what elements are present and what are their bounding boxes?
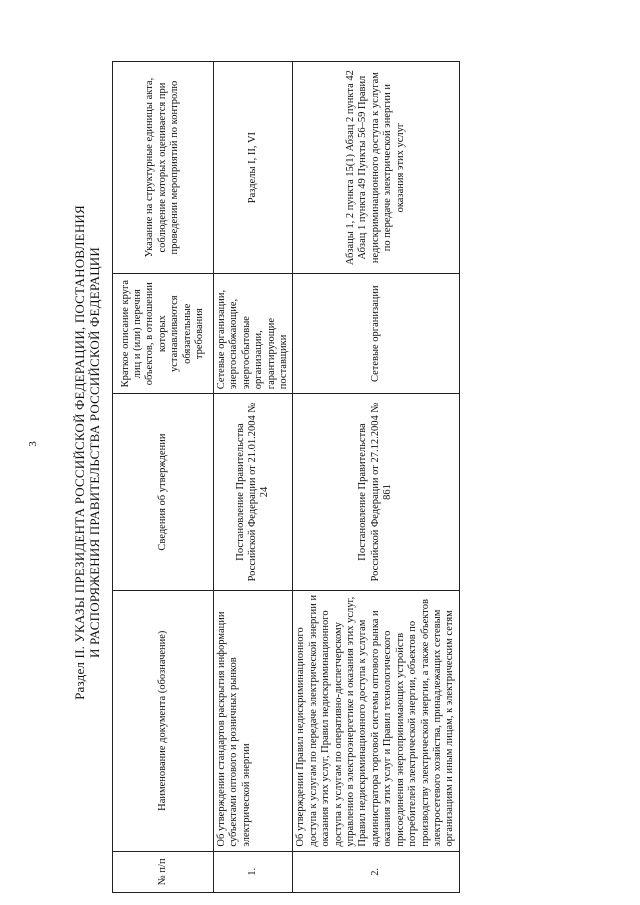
document-name: Об утверждении Правил недискриминационного доступа к услугам по передаче электрической энергии и оказания этих услуг, Правил недискриминационного доступа к услугам по оперативно-диспетчерскому управлению в электроэнергетике и оказания этих услуг, Правил недискриминационного доступа к услугам администратора торговой системы оптового рынка и оказания этих услуг и Правил технологического присоединения энергопринимающих устройств потребителей электрической энергии, объектов по производству электрической энергии, а также объектов электросетевого хозяйства, принадлежащих сетевым организациям и иным лицам, к электрическим сетям (293, 590, 459, 851)
header-num: № п/п (113, 851, 214, 892)
section-title-line-1: Раздел II. УКАЗЫ ПРЕЗИДЕНТА РОССИЙСКОЙ ФЕДЕРАЦИИ, ПОСТАНОВЛЕНИЯ (72, 205, 87, 700)
approval-info: Постановление Правительства Российской Федерации от 27.12.2004 № 861 (293, 394, 459, 591)
table-row (293, 62, 459, 893)
document-name: Об утверждении стандартов раскрытия информации субъектами оптового и розничных рынков электрической энергии (214, 590, 293, 851)
affected-persons: Сетевые организации, энергоснабжающие, энергосбытовые организации, гарантирующие поставщики (214, 274, 293, 394)
header-info: Сведения об утверждении (113, 394, 214, 591)
affected-persons: Сетевые организации (293, 274, 459, 394)
row-number: 2. (293, 851, 459, 892)
header-units: Указание на структурные единицы акта, соблюдение которых оценивается при проведении мероприятий по контролю (113, 62, 214, 274)
structural-units: Разделы I, II, VI (214, 62, 293, 274)
requirements-table (112, 61, 460, 893)
header-name: Наименование документа (обозначение) (113, 590, 214, 851)
page-number: 3 (27, 441, 39, 447)
section-title-line-2: И РАСПОРЯЖЕНИЯ ПРАВИТЕЛЬСТВА РОССИЙСКОЙ ФЕДЕРАЦИИ (87, 247, 102, 658)
table-header-row (113, 62, 214, 893)
table-row (214, 62, 293, 893)
section-heading (72, 0, 102, 905)
header-who: Краткое описание круга лиц и (или) перечня объектов, в отношении которых устанавливаются обязательные требования (113, 274, 214, 394)
approval-info: Постановление Правительства Российской Федерации от 21.01.2004 № 24 (214, 394, 293, 591)
structural-units: Абзацы 1, 2 пункта 15(1) Абзац 2 пункта 42 Абзац 1 пункта 49 Пункты 56–59 Правил недискриминационного доступа к услугам по передаче электрической энергии и оказания этих услуг (293, 62, 459, 274)
row-number: 1. (214, 851, 293, 892)
